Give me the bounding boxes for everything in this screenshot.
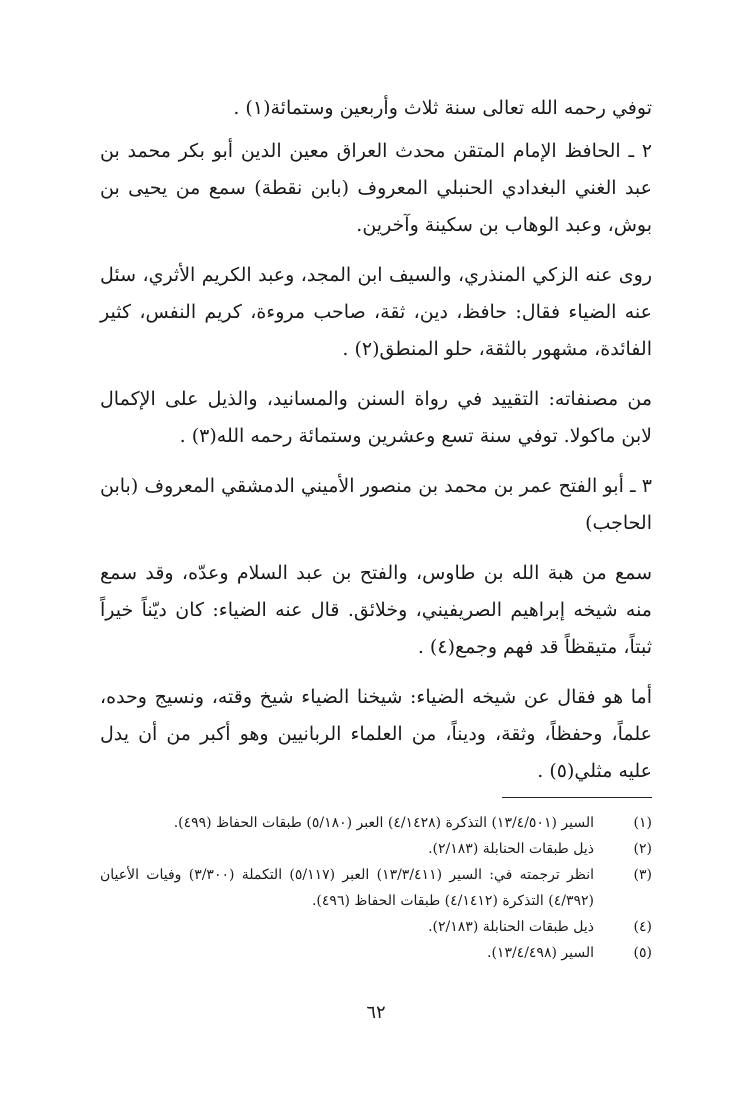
footnotes bbox=[100, 810, 652, 966]
footnote-item bbox=[100, 862, 652, 914]
footnote-divider bbox=[502, 797, 652, 798]
footnote-text: ذيل طبقات الحنابلة (٢/١٨٣). bbox=[428, 919, 594, 935]
footnote-item bbox=[100, 810, 652, 836]
page-number: ٦٢ bbox=[366, 1002, 386, 1023]
footnote-item bbox=[100, 914, 652, 940]
footnote-number: (٥) bbox=[633, 945, 652, 961]
paragraph-ibn-hajib-entry: ٣ ـ أبو الفتح عمر بن محمد بن منصور الأميني الدمشقي المعروف (بابن الحاجب) bbox=[100, 475, 652, 534]
main-text bbox=[100, 90, 652, 803]
footnote-number: (٣) bbox=[633, 867, 652, 883]
footnote-item bbox=[100, 836, 652, 862]
paragraph-ibn-nuqta-narrators: روى عنه الزكي المنذري، والسيف ابن المجد، وعبد الكريم الأثري، سئل عنه الضياء فقال: حافظ، دين، ثقة، صاحب مروءة، كريم النفس، كثير الفائدة، مشهور بالثقة، حلو المنطق(٢) . bbox=[100, 264, 652, 360]
footnote-number: (١) bbox=[633, 815, 652, 831]
paragraph-ibn-hajib-on-diya: أما هو فقال عن شيخه الضياء: شيخنا الضياء شيخ وقته، ونسيج وحده، علماً، وحفظاً، وثقة، وديناً، من العلماء الربانيين وهو أكبر من أن يدل عليه مثلي(٥) . bbox=[100, 686, 652, 782]
footnote-text: انظر ترجمته في: السير (١٣/٣/٤١١) العبر (٥/١١٧) التكملة (٣/٣٠٠) وفيات الأعيان (٤/٣٩٢) التذكرة (٤/١٤١٢) طبقات الحفاظ (٤٩٦). bbox=[100, 867, 595, 909]
footnote-text: السير (١٣/٤/٥٠١) التذكرة (٤/١٤٢٨) العبر (٥/١٨٠) طبقات الحفاظ (٤٩٩). bbox=[173, 815, 594, 831]
footnote-item bbox=[100, 940, 652, 966]
paragraph-ibn-nuqta-works: من مصنفاته: التقييد في رواة السنن والمسانيد، والذيل على الإكمال لابن ماكولا. توفي سنة تسع وعشرين وستمائة رحمه الله(٣) . bbox=[100, 388, 652, 447]
footnote-number: (٤) bbox=[633, 919, 652, 935]
footnote-number: (٢) bbox=[633, 841, 652, 857]
paragraph-ibn-hajib-teachers: سمع من هبة الله بن طاوس، والفتح بن عبد السلام وعدّه، وقد سمع منه شيخه إبراهيم الصريفيني، وخلائق. قال عنه الضياء: كان ديّناً خيراً ثبتاً، متيقظاً قد فهم وجمع(٤) . bbox=[100, 562, 652, 658]
footnote-text: السير (١٣/٤/٤٩٨). bbox=[487, 945, 594, 961]
paragraph-death-note: توفي رحمه الله تعالى سنة ثلاث وأربعين وستمائة(١) . bbox=[233, 97, 652, 119]
paragraph-ibn-nuqta-entry: ٢ ـ الحافظ الإمام المتقن محدث العراق معين الدين أبو بكر محمد بن عبد الغني البغدادي الحنبلي المعروف (بابن نقطة) سمع من يحيى بن بوش، وعبد الوهاب بن سكينة وآخرين. bbox=[100, 140, 652, 236]
footnote-text: ذيل طبقات الحنابلة (٢/١٨٣). bbox=[428, 841, 594, 857]
